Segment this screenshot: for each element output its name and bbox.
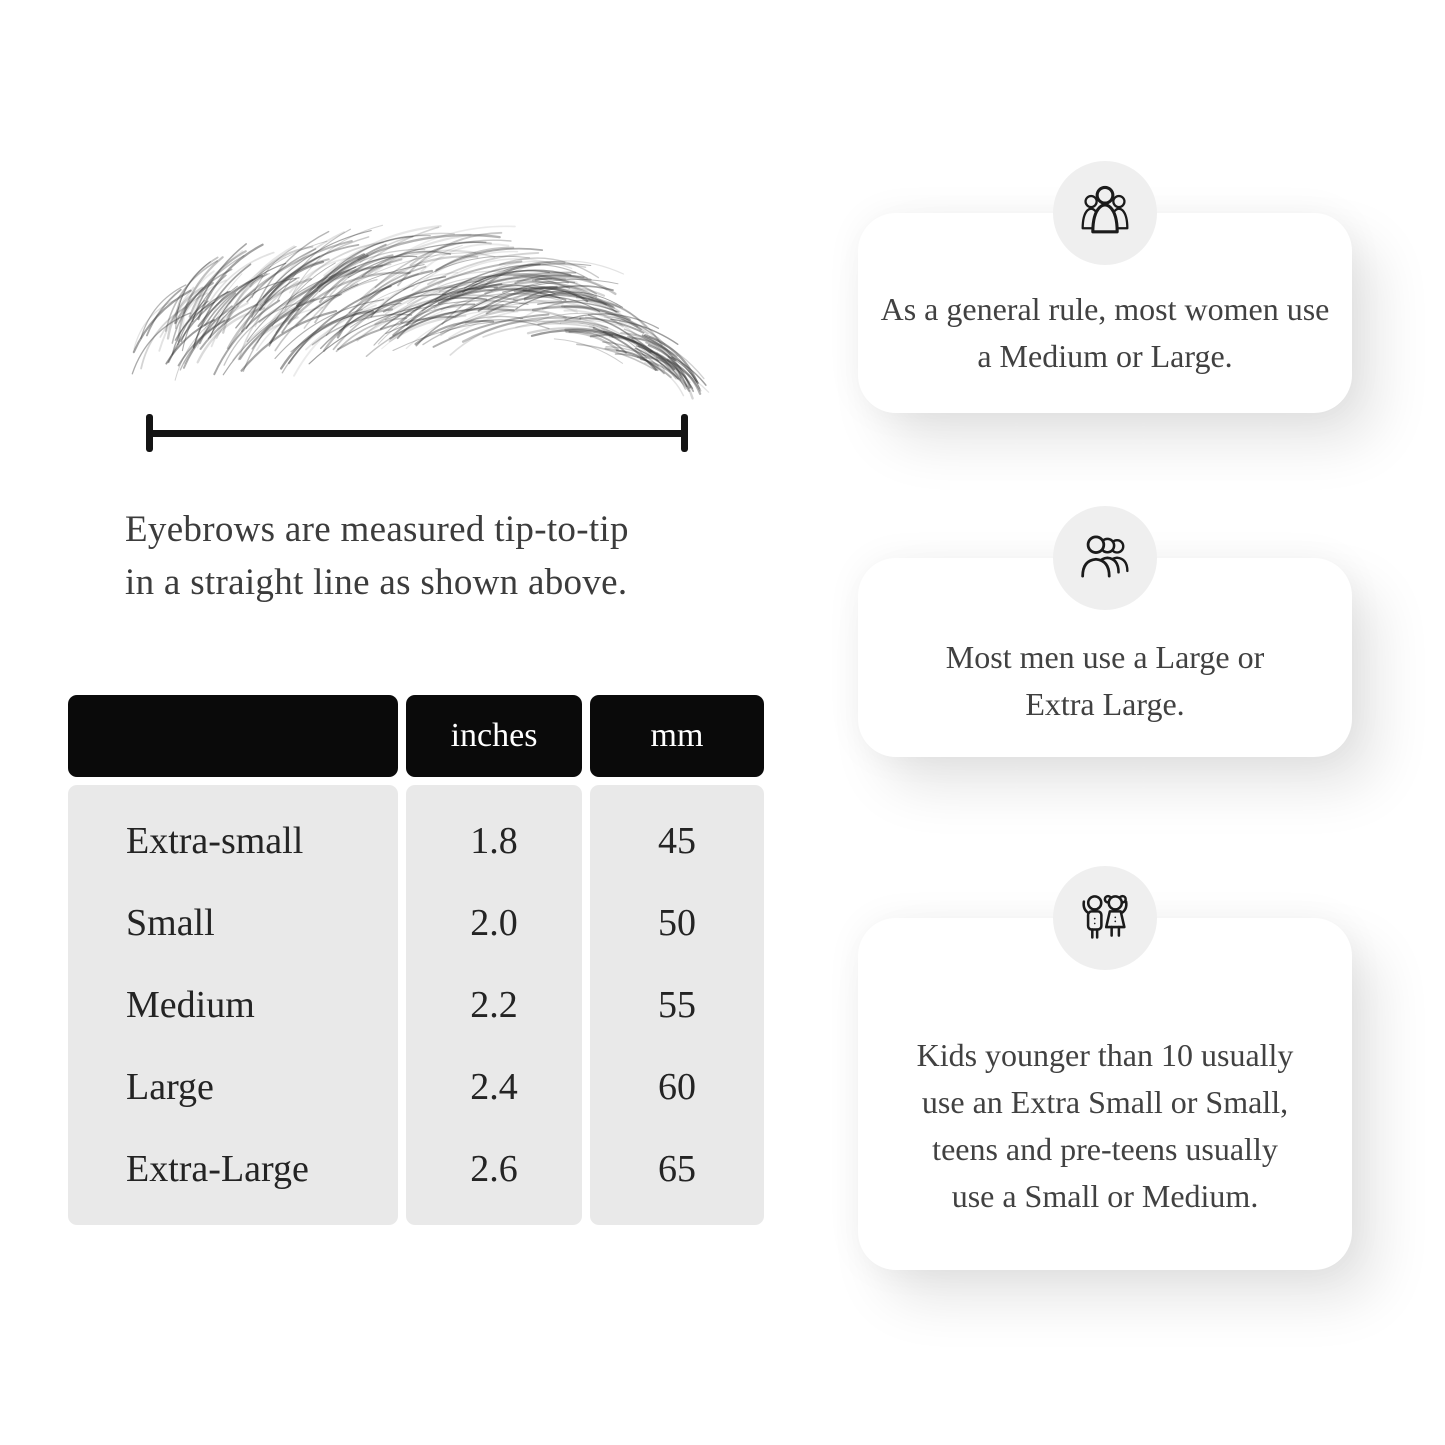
table-cell-inches: 2.0 — [470, 902, 518, 944]
table-row-label: Large — [126, 1066, 214, 1108]
measurement-tick-right — [681, 414, 688, 452]
table-header-mm: mm — [590, 695, 764, 777]
caption-line-1: Eyebrows are measured tip-to-tip — [125, 509, 629, 550]
table-header-inches: inches — [406, 695, 582, 777]
table-cell-inches: 2.2 — [470, 984, 518, 1026]
table-column-mm — [590, 785, 764, 1225]
measurement-line — [146, 414, 688, 452]
info-card-kids — [858, 918, 1352, 1270]
table-column-size-labels — [68, 785, 398, 1225]
table-row-label: Small — [126, 902, 215, 944]
table-row-label: Medium — [126, 984, 255, 1026]
info-card-women-text: As a general rule, most women use a Medium or Large. — [880, 291, 1330, 374]
table-cell-inches: 2.6 — [470, 1148, 518, 1190]
table-column-inches — [406, 785, 582, 1225]
measurement-bar — [146, 430, 688, 437]
table-header-size — [68, 695, 398, 777]
measurement-caption — [125, 503, 725, 609]
table-cell-mm: 50 — [658, 902, 696, 944]
table-cell-mm: 45 — [658, 820, 696, 862]
table-cell-mm: 55 — [658, 984, 696, 1026]
women-group-icon — [1053, 161, 1157, 265]
table-row-label: Extra-small — [126, 820, 304, 862]
table-cell-mm: 65 — [658, 1148, 696, 1190]
info-card-kids-text: Kids younger than 10 usually use an Extra Small or Small, teens and pre-teens usually use a Small or Medium. — [916, 1037, 1294, 1214]
eyebrow-sketch — [110, 220, 730, 415]
table-cell-mm: 60 — [658, 1066, 696, 1108]
table-cell-inches: 2.4 — [470, 1066, 518, 1108]
caption-line-2: in a straight line as shown above. — [125, 562, 628, 603]
eyebrow-sketch-svg — [110, 220, 730, 415]
men-group-icon — [1053, 506, 1157, 610]
table-cell-inches: 1.8 — [470, 820, 518, 862]
info-card-men-text: Most men use a Large or Extra Large. — [945, 638, 1265, 722]
kids-icon — [1053, 866, 1157, 970]
table-row-label: Extra-Large — [126, 1148, 309, 1190]
